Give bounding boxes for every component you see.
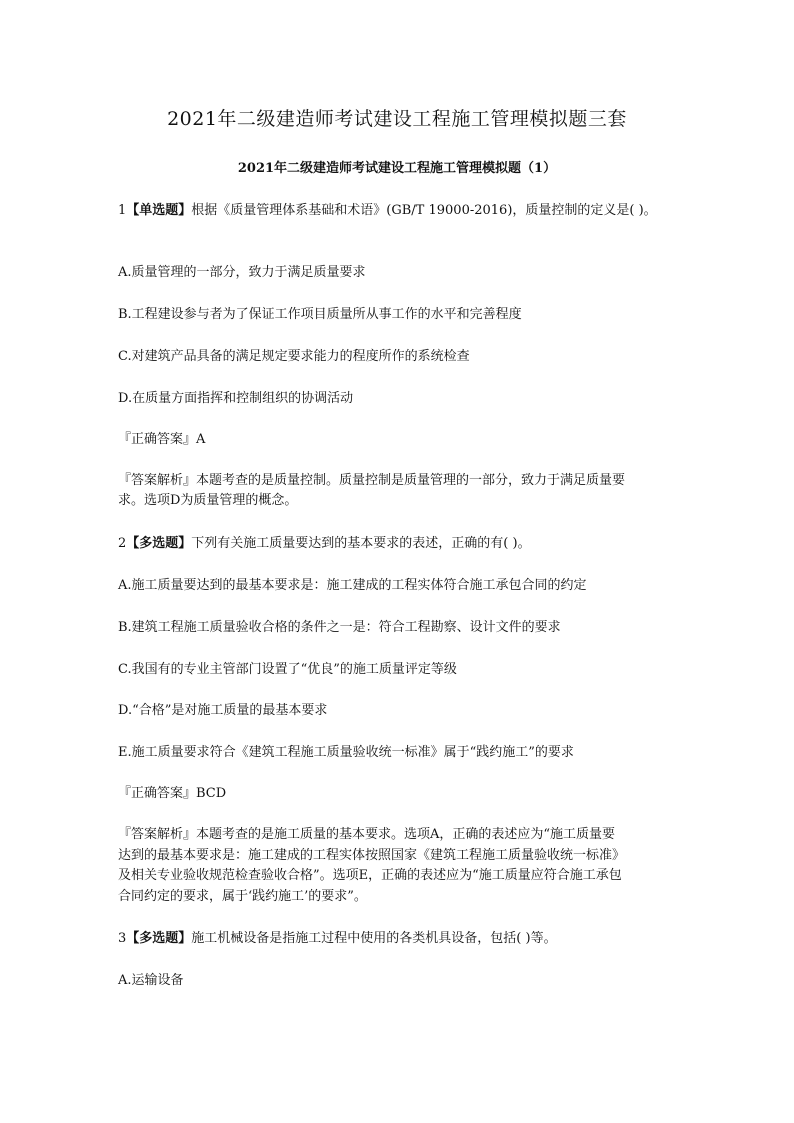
question-text: 施工机械设备是指施工过程中使用的各类机具设备，包括( )等。 [191, 931, 557, 946]
question-number: 2 [118, 536, 127, 551]
option-b: B.工程建设参与者为了保证工作项目质量所从事工作的水平和完善程度 [118, 307, 522, 322]
answer-analysis-line: 『答案解析』本题考查的是质量控制。质量控制是质量管理的一部分，致力于满足质量要 [118, 473, 626, 488]
option-c: C.对建筑产品具备的满足规定要求能力的程度所作的系统检查 [118, 349, 470, 364]
question-2-stem [118, 535, 688, 553]
question-text: 根据《质量管理体系基础和术语》(GB/T 19000-2016)，质量控制的定义是( )。 [191, 203, 657, 218]
question-type: 【多选题】 [126, 536, 192, 551]
correct-answer: 『正确答案』A [118, 432, 206, 447]
question-1-stem [118, 202, 688, 220]
question-type: 【多选题】 [126, 931, 192, 946]
option-a: A.运输设备 [118, 973, 184, 988]
question-number: 3 [118, 931, 127, 946]
answer-analysis-line: 求。选项D为质量管理的概念。 [118, 493, 298, 508]
option-a: A.施工质量要达到的最基本要求是：施工建成的工程实体符合施工承包合同的约定 [118, 578, 587, 593]
section-title: 2021年二级建造师考试建设工程施工管理模拟题（1） [237, 161, 557, 176]
question-number: 1 [118, 203, 127, 218]
option-e: E.施工质量要求符合《建筑工程施工质量验收统一标准》属于“践约施工”的要求 [118, 745, 574, 760]
answer-analysis-line: 及相关专业验收规范检查验收合格”。选项E，正确的表述应为“施工质量应符合施工承包 [118, 868, 622, 883]
option-a: A.质量管理的一部分，致力于满足质量要求 [118, 265, 366, 280]
answer-analysis-line: 『答案解析』本题考查的是施工质量的基本要求。选项A，正确的表述应为“施工质量要 [118, 827, 616, 842]
question-text: 下列有关施工质量要达到的基本要求的表述，正确的有( )。 [191, 536, 531, 551]
question-type: 【单选题】 [126, 203, 192, 218]
analysis-label: 『答案解析』 [118, 473, 197, 488]
option-d: D.在质量方面指挥和控制组织的协调活动 [118, 391, 354, 406]
option-d: D.“合格”是对施工质量的最基本要求 [118, 703, 328, 718]
answer-analysis-line: 达到的最基本要求是：施工建成的工程实体按照国家《建筑工程施工质量验收统一标准》 [118, 848, 626, 863]
document-title: 2021年二级建造师考试建设工程施工管理模拟题三套 [167, 108, 627, 130]
analysis-label: 『答案解析』 [118, 827, 197, 842]
answer-analysis-line: 合同约定的要求，属于‘践约施工’的要求”。 [118, 889, 367, 904]
option-b: B.建筑工程施工质量验收合格的条件之一是：符合工程勘察、设计文件的要求 [118, 620, 561, 635]
option-c: C.我国有的专业主管部门设置了“优良”的施工质量评定等级 [118, 662, 457, 677]
question-3-stem [118, 930, 688, 948]
correct-answer: 『正确答案』BCD [118, 786, 227, 801]
